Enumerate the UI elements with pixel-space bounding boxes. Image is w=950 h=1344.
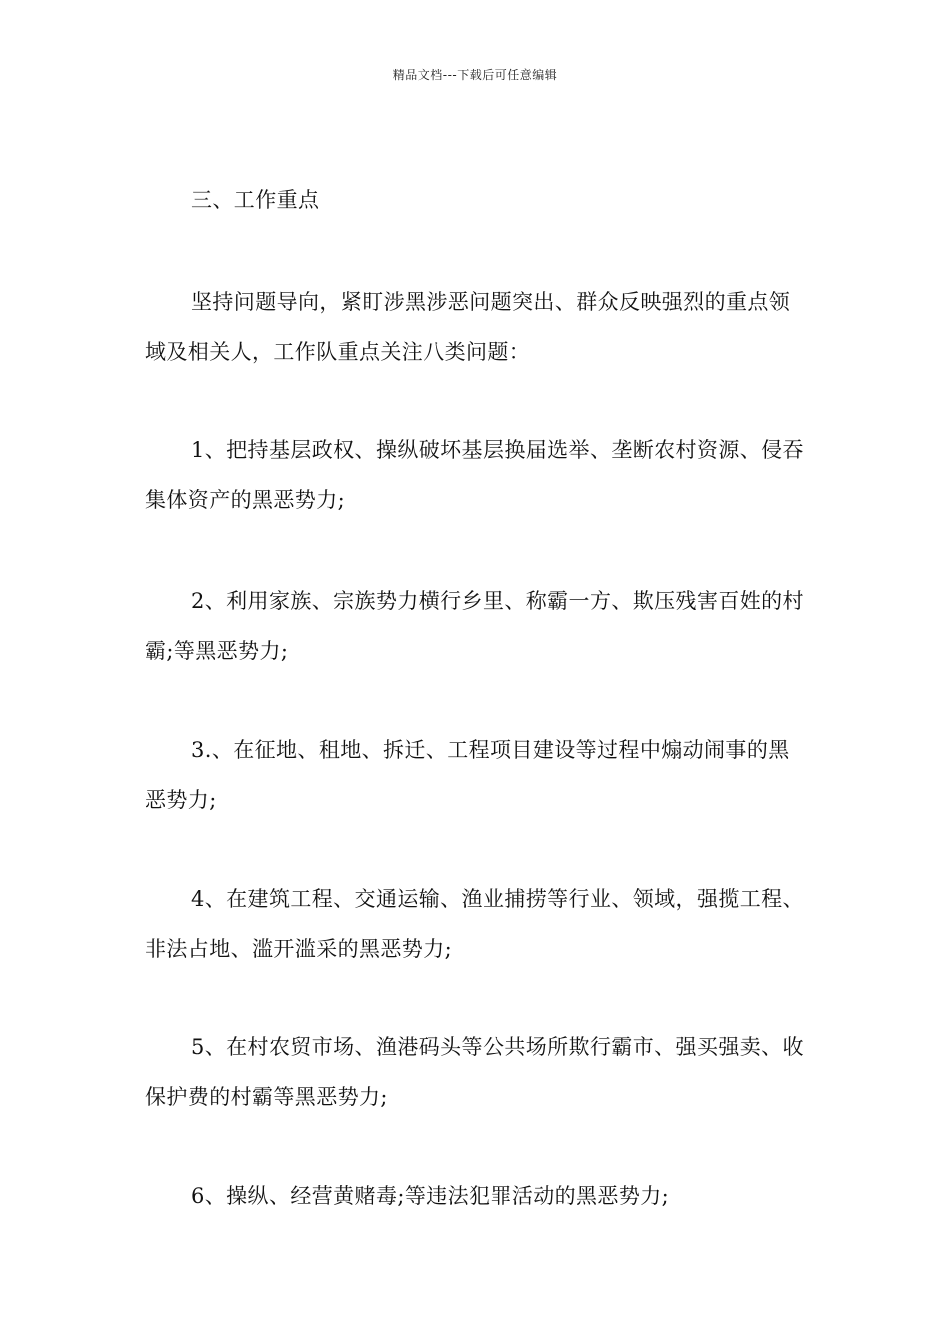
list-item-2: 2、利用家族、宗族势力横行乡里、称霸一方、欺压残害百姓的村霸;等黑恶势力; <box>145 589 804 663</box>
intro-paragraph: 坚持问题导向，紧盯涉黑涉恶问题突出、群众反映强烈的重点领域及相关人，工作队重点关注八类问题： <box>145 290 791 364</box>
list-item-5: 5、在村农贸市场、渔港码头等公共场所欺行霸市、强买强卖、收保护费的村霸等黑恶势力; <box>145 1035 804 1109</box>
list-item-4: 4、在建筑工程、交通运输、渔业捕捞等行业、领域，强揽工程、非法占地、滥开滥采的黑恶势力; <box>145 887 804 961</box>
page-header: 精品文档---下载后可任意编辑 <box>392 68 558 82</box>
list-item-6: 6、操纵、经营黄赌毒;等违法犯罪活动的黑恶势力; <box>191 1184 670 1208</box>
section-heading: 三、工作重点 <box>191 188 320 212</box>
list-item-3: 3.、在征地、租地、拆迁、工程项目建设等过程中煽动闹事的黑恶势力; <box>145 738 790 812</box>
list-item-1: 1、把持基层政权、操纵破坏基层换届选举、垄断农村资源、侵吞集体资产的黑恶势力; <box>145 438 804 512</box>
